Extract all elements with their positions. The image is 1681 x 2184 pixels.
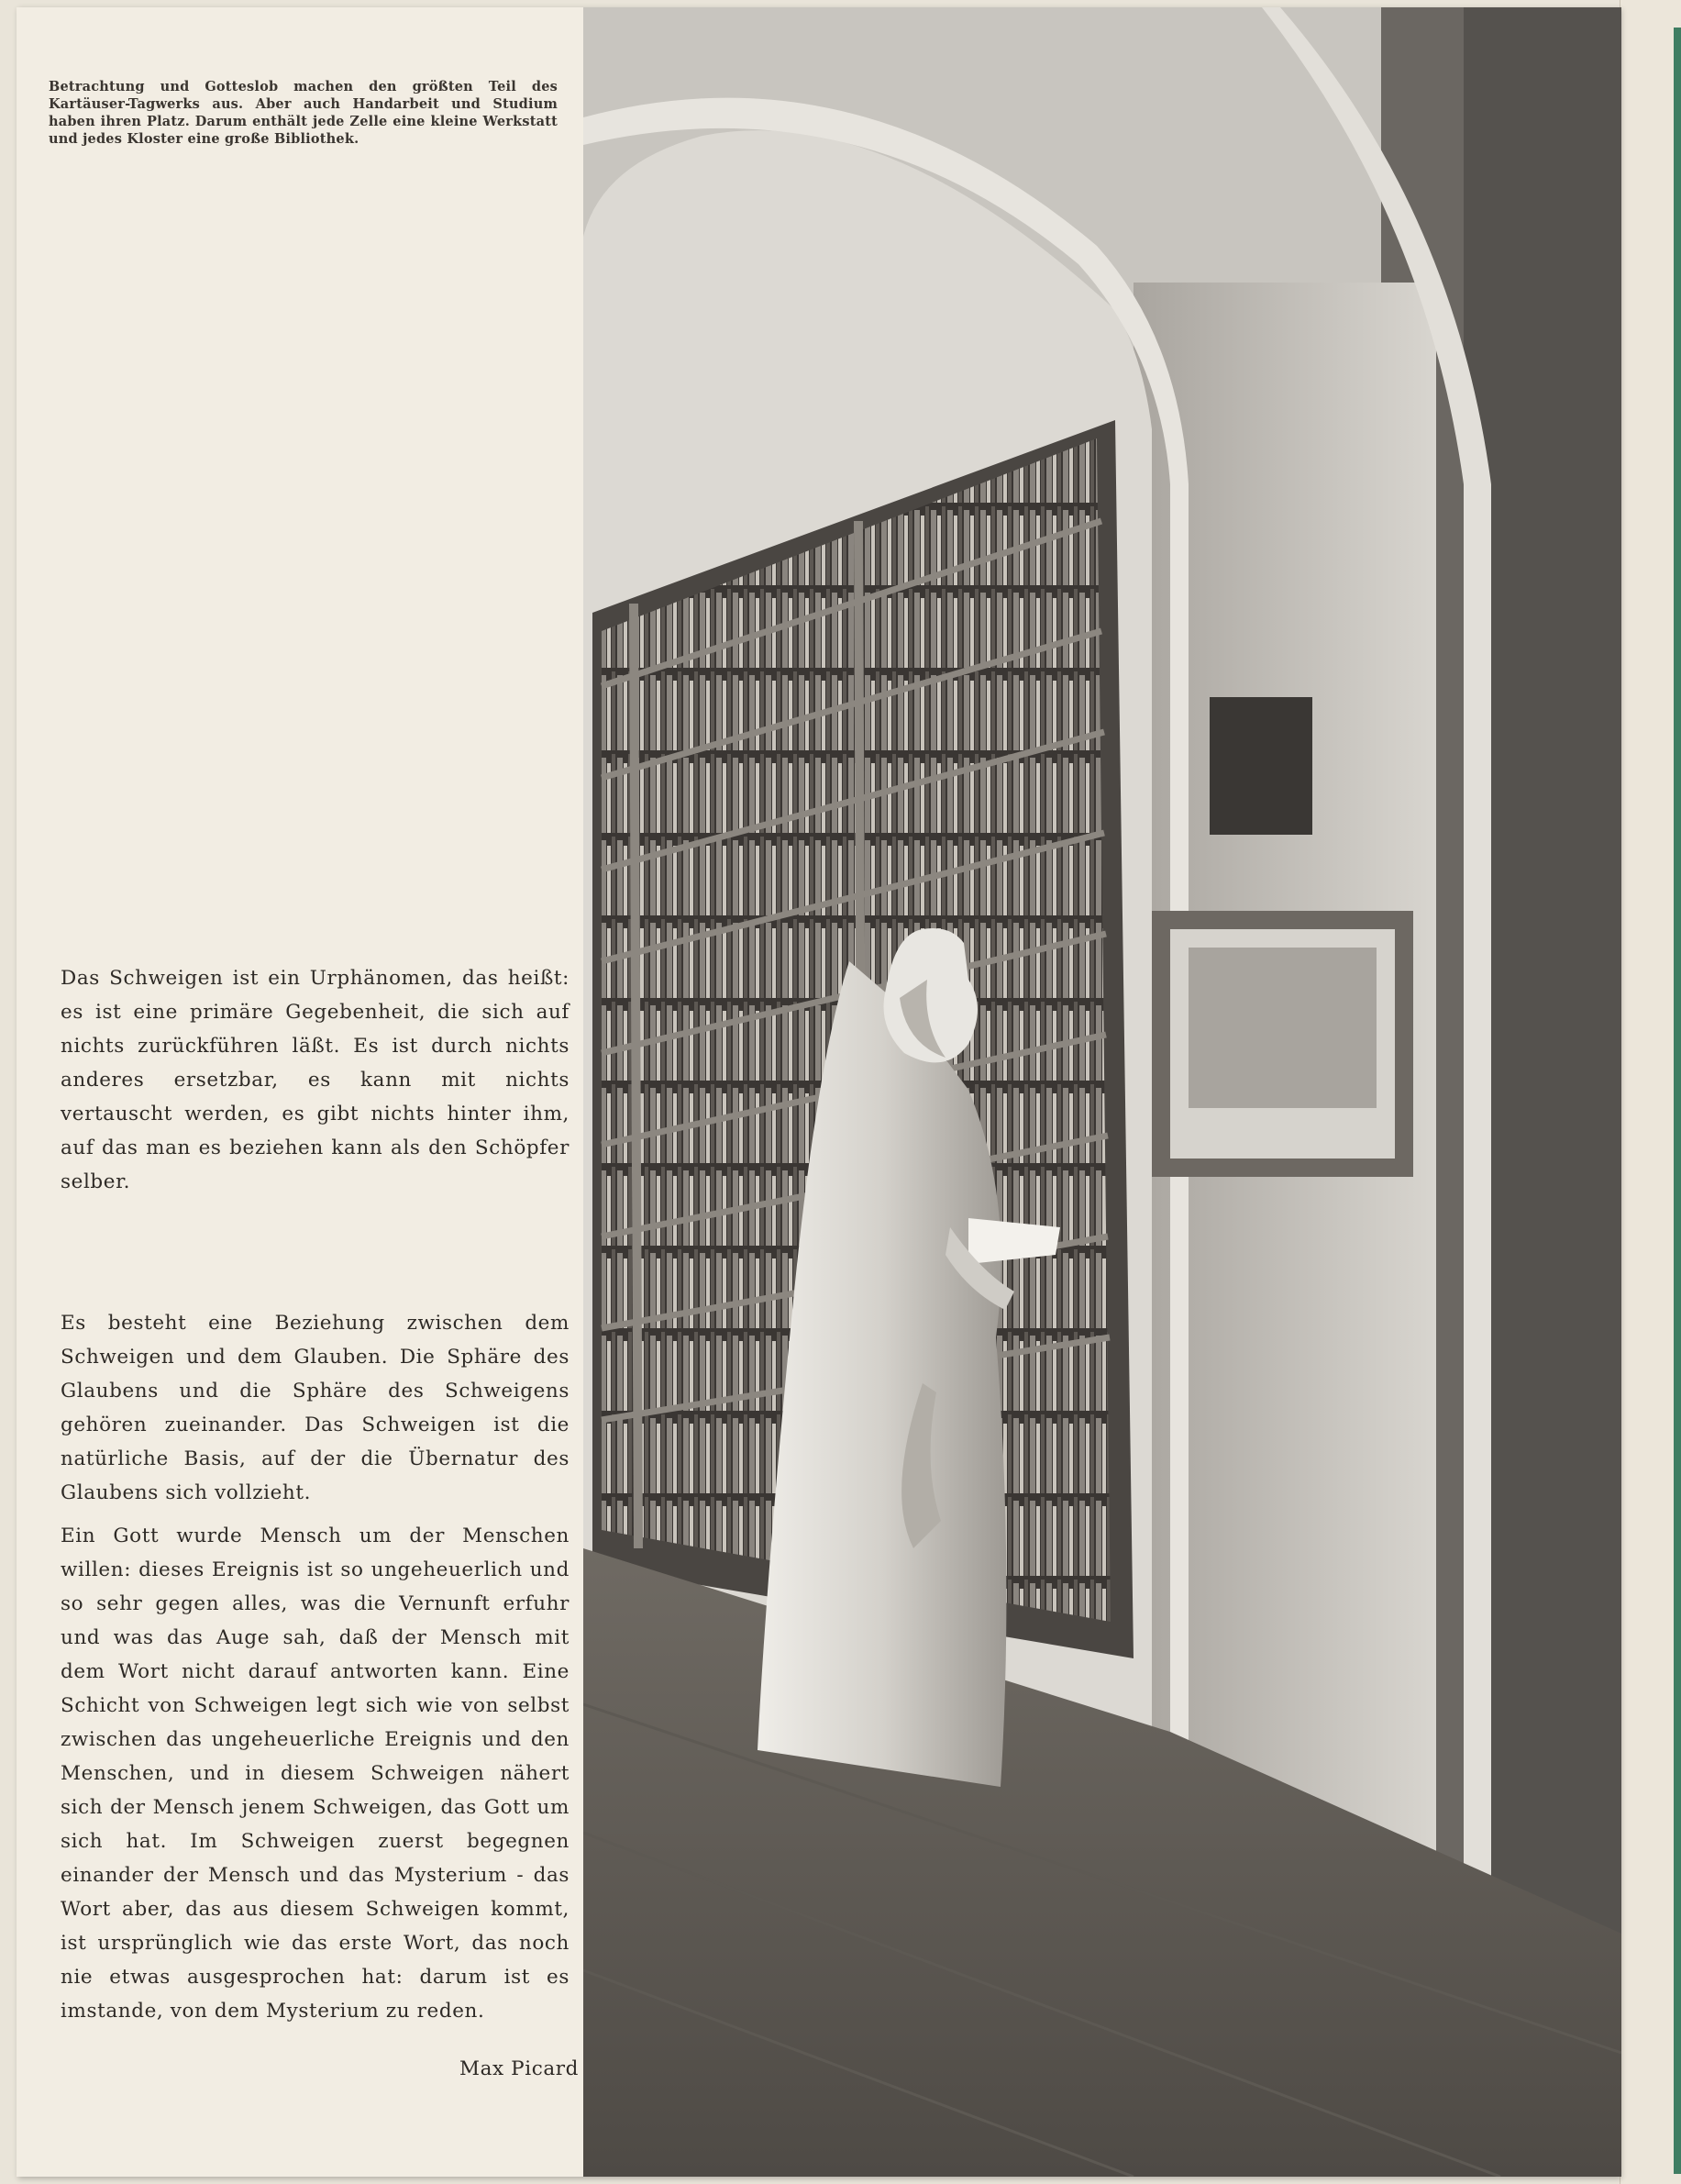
page-edge <box>1620 0 1681 2184</box>
cover-edge-strip <box>1674 28 1681 2174</box>
author-name: Max Picard <box>459 2057 579 2080</box>
library-photograph <box>583 7 1621 2177</box>
paragraph-1: Das Schweigen ist ein Urphänomen, das heißt: es ist eine primäre Gegebenheit, die sich auf nichts zurückführen läßt. Es ist durch nichts anderes ersetzbar, es kann mit nichts vertauscht werden, es gibt nichts hinter ihm, auf das man es beziehen kann als den Schöpfer selber. <box>61 967 570 1193</box>
paragraph-3: Ein Gott wurde Mensch um der Menschen willen: dieses Ereignis ist so ungeheuerlich und so sehr gegen alles, was die Vernunft erfuhr und was das Auge sah, daß der Mensch mit dem Wort nicht darauf antworten kann. Eine Schicht von Schweigen legt sich wie von selbst zwischen das ungeheuerliche Ereignis und den Menschen, und in diesem Schweigen nähert sich der Mensch jenem Schweigen, das Gott um sich hat. Im Schweigen zuerst begegnen einander der Mensch und das Mysterium - das Wort aber, das aus diesem Schweigen kommt, ist ursprünglich wie das erste Wort, das noch nie etwas ausgesprochen hat: darum ist es imstande, von dem Mysterium zu reden. <box>61 1524 570 2023</box>
photo-caption: Betrachtung und Gotteslob machen den größten Teil des Kartäuser-Tagwerks aus. Aber auch Handarbeit und Studium haben ihren Platz. Darum enthält jede Zelle eine kleine Werkstatt und jedes Kloster eine große Bibliothek. <box>49 79 558 147</box>
photo-illustration <box>583 7 1621 2177</box>
paragraph-2: Es besteht eine Beziehung zwischen dem Schweigen und dem Glauben. Die Sphäre des Glaubens und die Sphäre des Schweigens gehören zueinander. Das Schweigen ist die natürliche Basis, auf der die Übernatur des Glaubens sich vollzieht. <box>61 1312 570 1504</box>
